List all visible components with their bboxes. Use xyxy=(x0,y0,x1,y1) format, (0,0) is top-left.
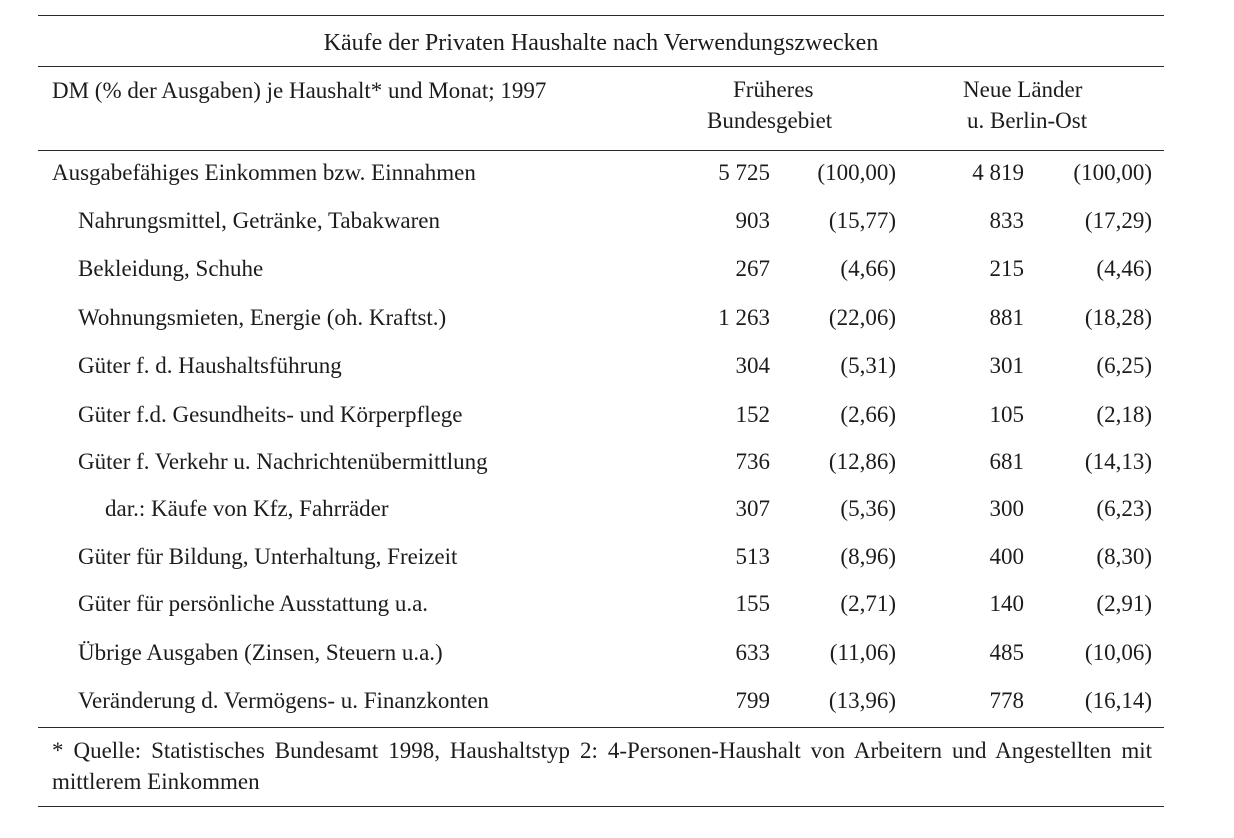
east-percent: (17,29) xyxy=(1084,208,1152,233)
east-percent: (2,18) xyxy=(1096,402,1152,427)
row-label: Veränderung d. Vermögens- u. Finanzkonten xyxy=(78,688,489,713)
east-percent: (10,06) xyxy=(1084,640,1152,665)
column-header-west-line2: Bundesgebiet xyxy=(707,108,833,133)
east-value: 485 xyxy=(989,640,1024,665)
east-value: 105 xyxy=(989,402,1024,427)
west-percent: (100,00) xyxy=(817,160,896,185)
column-header-west-line1: Früheres xyxy=(733,77,814,102)
east-value: 778 xyxy=(989,688,1024,713)
west-value: 152 xyxy=(735,402,770,427)
header-unit-label: DM (% der Ausgaben) je Haushalt* und Monat; 1997 xyxy=(52,78,547,103)
column-header-east-line2: u. Berlin-Ost xyxy=(967,108,1088,133)
east-value: 140 xyxy=(989,591,1024,616)
row-label: Ausgabefähiges Einkommen bzw. Einnahmen xyxy=(52,160,476,185)
west-value: 1 263 xyxy=(718,305,770,330)
west-value: 513 xyxy=(735,544,770,569)
row-label: Güter für persönliche Ausstattung u.a. xyxy=(78,591,429,616)
column-header-east xyxy=(963,74,1087,136)
header-rule xyxy=(38,150,1164,151)
west-value: 633 xyxy=(735,640,770,665)
footnote: * Quelle: Statistisches Bundesamt 1998, Haushaltstyp 2: 4-Personen-Haushalt von Arbeitern und Angestellten mit mittlerem Einkommen xyxy=(52,738,1152,794)
table-row xyxy=(0,494,1234,524)
west-percent: (15,77) xyxy=(828,208,896,233)
east-value: 215 xyxy=(989,256,1024,281)
east-percent: (100,00) xyxy=(1073,160,1152,185)
row-label: Bekleidung, Schuhe xyxy=(78,256,264,281)
west-percent: (13,96) xyxy=(828,688,896,713)
table-row xyxy=(0,447,1234,477)
east-percent: (6,25) xyxy=(1096,353,1152,378)
east-percent: (4,46) xyxy=(1096,256,1152,281)
table-row xyxy=(0,303,1234,333)
west-percent: (22,06) xyxy=(828,305,896,330)
east-value: 300 xyxy=(989,496,1024,521)
east-value: 681 xyxy=(989,449,1024,474)
west-value: 267 xyxy=(735,256,770,281)
west-percent: (5,36) xyxy=(840,496,896,521)
table-row xyxy=(0,638,1234,668)
east-value: 4 819 xyxy=(972,160,1024,185)
table-title: Käufe der Privaten Haushalte nach Verwendungszwecken xyxy=(323,30,879,56)
west-value: 736 xyxy=(735,449,770,474)
column-header-east-line1: Neue Länder xyxy=(963,77,1083,102)
row-label: Güter f. d. Haushaltsführung xyxy=(78,353,342,378)
table-row xyxy=(0,589,1234,619)
row-label: Güter für Bildung, Unterhaltung, Freizeit xyxy=(78,544,458,569)
east-percent: (14,13) xyxy=(1084,449,1152,474)
east-percent: (2,91) xyxy=(1096,591,1152,616)
table-row xyxy=(0,400,1234,430)
west-percent: (5,31) xyxy=(840,353,896,378)
top-rule xyxy=(38,15,1164,16)
west-value: 307 xyxy=(735,496,770,521)
east-percent: (8,30) xyxy=(1096,544,1152,569)
title-rule xyxy=(38,66,1164,67)
west-percent: (11,06) xyxy=(829,640,896,665)
west-value: 5 725 xyxy=(718,160,770,185)
table-row xyxy=(0,254,1234,284)
table-row xyxy=(0,686,1234,716)
bottom-rule xyxy=(38,727,1164,728)
table-row xyxy=(0,206,1234,236)
west-percent: (2,71) xyxy=(840,591,896,616)
west-percent: (4,66) xyxy=(840,256,896,281)
footnote-rule xyxy=(38,806,1164,807)
west-value: 304 xyxy=(735,353,770,378)
west-value: 903 xyxy=(735,208,770,233)
west-percent: (8,96) xyxy=(840,544,896,569)
west-value: 799 xyxy=(735,688,770,713)
row-label: dar.: Käufe von Kfz, Fahrräder xyxy=(105,496,389,521)
row-label: Wohnungsmieten, Energie (oh. Kraftst.) xyxy=(78,305,447,330)
west-value: 155 xyxy=(735,591,770,616)
row-label: Güter f.d. Gesundheits- und Körperpflege xyxy=(78,402,463,427)
table-row xyxy=(0,542,1234,572)
east-value: 400 xyxy=(989,544,1024,569)
east-percent: (6,23) xyxy=(1096,496,1152,521)
row-label: Güter f. Verkehr u. Nachrichtenübermittlung xyxy=(78,449,488,474)
east-value: 301 xyxy=(989,353,1024,378)
row-label: Übrige Ausgaben (Zinsen, Steuern u.a.) xyxy=(78,640,443,665)
table-row xyxy=(0,351,1234,381)
west-percent: (12,86) xyxy=(828,449,896,474)
east-value: 833 xyxy=(989,208,1024,233)
west-percent: (2,66) xyxy=(840,402,896,427)
table-row xyxy=(0,158,1234,188)
column-header-west xyxy=(707,74,832,136)
east-percent: (16,14) xyxy=(1084,688,1152,713)
east-value: 881 xyxy=(989,305,1024,330)
east-percent: (18,28) xyxy=(1084,305,1152,330)
row-label: Nahrungsmittel, Getränke, Tabakwaren xyxy=(78,208,441,233)
